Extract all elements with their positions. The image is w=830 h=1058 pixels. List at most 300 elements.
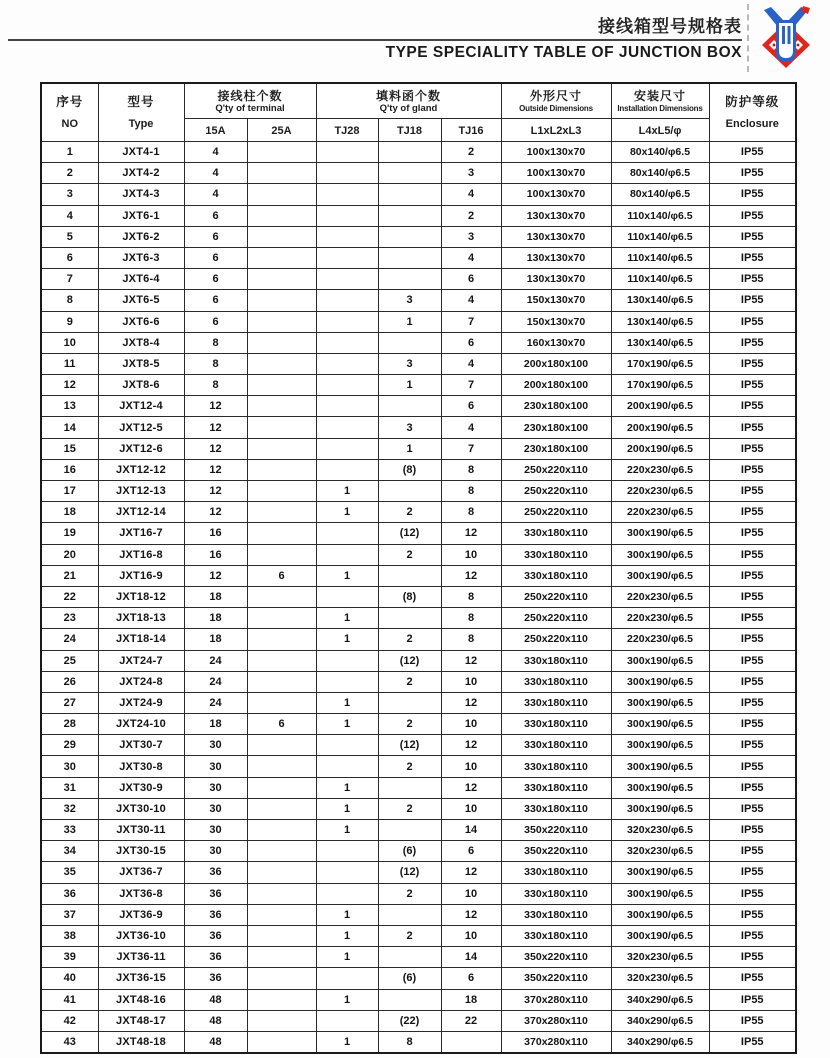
cell-15a: 48 <box>184 1010 247 1031</box>
table-row <box>41 692 796 713</box>
table-row <box>41 502 796 523</box>
cell-15a: 12 <box>184 396 247 417</box>
cell-15a: 36 <box>184 862 247 883</box>
cell-outside: 370x280x110 <box>501 1031 611 1052</box>
cell-tj28: 1 <box>316 904 378 925</box>
cell-25a <box>247 163 316 184</box>
cell-type: JXT30-15 <box>98 841 184 862</box>
cell-tj28 <box>316 586 378 607</box>
cell-no: 21 <box>41 565 98 586</box>
cell-outside: 250x220x110 <box>501 586 611 607</box>
cell-no: 20 <box>41 544 98 565</box>
header-l1l2l3: L1xL2xL3 <box>501 119 611 142</box>
cell-enclosure: IP55 <box>709 608 796 629</box>
cell-15a: 36 <box>184 925 247 946</box>
table-row <box>41 544 796 565</box>
cell-no: 8 <box>41 290 98 311</box>
cell-tj28 <box>316 417 378 438</box>
cell-25a <box>247 311 316 332</box>
cell-install: 80x140/φ6.5 <box>611 184 709 205</box>
cell-tj28 <box>316 523 378 544</box>
cell-no: 24 <box>41 629 98 650</box>
cell-outside: 250x220x110 <box>501 608 611 629</box>
cell-install: 110x140/φ6.5 <box>611 205 709 226</box>
cell-tj18 <box>378 904 441 925</box>
cell-install: 130x140/φ6.5 <box>611 311 709 332</box>
masthead <box>0 0 830 80</box>
cell-outside: 330x180x110 <box>501 862 611 883</box>
cell-15a: 4 <box>184 184 247 205</box>
cell-type: JXT48-17 <box>98 1010 184 1031</box>
cell-tj18: 3 <box>378 417 441 438</box>
cell-tj28: 1 <box>316 947 378 968</box>
cell-tj16: 10 <box>441 798 501 819</box>
cell-15a: 6 <box>184 247 247 268</box>
table-row <box>41 862 796 883</box>
cell-type: JXT36-8 <box>98 883 184 904</box>
table-row <box>41 459 796 480</box>
cell-tj18: (12) <box>378 735 441 756</box>
header-25a: 25A <box>247 119 316 142</box>
cell-tj18: 2 <box>378 629 441 650</box>
cell-install: 300x190/φ6.5 <box>611 925 709 946</box>
cell-enclosure: IP55 <box>709 756 796 777</box>
cell-15a: 6 <box>184 290 247 311</box>
cell-no: 29 <box>41 735 98 756</box>
cell-tj28: 1 <box>316 798 378 819</box>
cell-tj18: (12) <box>378 523 441 544</box>
cell-25a <box>247 735 316 756</box>
cell-tj18: (8) <box>378 586 441 607</box>
cell-15a: 12 <box>184 459 247 480</box>
cell-tj16: 4 <box>441 247 501 268</box>
cell-enclosure: IP55 <box>709 989 796 1010</box>
table-row <box>41 184 796 205</box>
cell-install: 300x190/φ6.5 <box>611 735 709 756</box>
cell-tj28 <box>316 353 378 374</box>
table-row <box>41 671 796 692</box>
cell-outside: 330x180x110 <box>501 925 611 946</box>
table-row <box>41 777 796 798</box>
cell-tj16: 12 <box>441 565 501 586</box>
cell-tj18 <box>378 396 441 417</box>
cell-type: JXT24-9 <box>98 692 184 713</box>
cell-enclosure: IP55 <box>709 481 796 502</box>
cell-type: JXT30-9 <box>98 777 184 798</box>
cell-15a: 4 <box>184 142 247 163</box>
cell-install: 300x190/φ6.5 <box>611 714 709 735</box>
cell-tj16: 10 <box>441 544 501 565</box>
cell-tj28 <box>316 968 378 989</box>
cell-type: JXT4-1 <box>98 142 184 163</box>
cell-15a: 8 <box>184 375 247 396</box>
cell-outside: 330x180x110 <box>501 523 611 544</box>
cell-enclosure: IP55 <box>709 883 796 904</box>
header-15a: 15A <box>184 119 247 142</box>
cell-tj16: 8 <box>441 502 501 523</box>
cell-no: 33 <box>41 820 98 841</box>
cell-enclosure: IP55 <box>709 565 796 586</box>
cell-type: JXT24-7 <box>98 650 184 671</box>
cell-type: JXT16-9 <box>98 565 184 586</box>
table-row <box>41 226 796 247</box>
cell-tj28 <box>316 226 378 247</box>
cell-25a <box>247 989 316 1010</box>
cell-enclosure: IP55 <box>709 841 796 862</box>
cell-type: JXT6-5 <box>98 290 184 311</box>
table-row <box>41 332 796 353</box>
cell-25a: 6 <box>247 714 316 735</box>
table-row <box>41 396 796 417</box>
cell-15a: 12 <box>184 438 247 459</box>
cell-15a: 30 <box>184 756 247 777</box>
cell-enclosure: IP55 <box>709 947 796 968</box>
cell-install: 110x140/φ6.5 <box>611 226 709 247</box>
cell-no: 17 <box>41 481 98 502</box>
cell-tj16: 12 <box>441 862 501 883</box>
table-row <box>41 523 796 544</box>
cell-type: JXT16-7 <box>98 523 184 544</box>
cell-25a <box>247 269 316 290</box>
cell-25a <box>247 798 316 819</box>
cell-outside: 130x130x70 <box>501 205 611 226</box>
cell-tj28 <box>316 396 378 417</box>
cell-15a: 18 <box>184 608 247 629</box>
cell-outside: 230x180x100 <box>501 438 611 459</box>
cell-tj28: 1 <box>316 777 378 798</box>
cell-25a <box>247 883 316 904</box>
cell-no: 38 <box>41 925 98 946</box>
cell-type: JXT6-4 <box>98 269 184 290</box>
cell-no: 6 <box>41 247 98 268</box>
cell-install: 300x190/φ6.5 <box>611 565 709 586</box>
cell-install: 170x190/φ6.5 <box>611 375 709 396</box>
cell-type: JXT12-14 <box>98 502 184 523</box>
cell-enclosure: IP55 <box>709 925 796 946</box>
cell-25a <box>247 904 316 925</box>
cell-enclosure: IP55 <box>709 862 796 883</box>
cell-tj18: 8 <box>378 1031 441 1052</box>
cell-25a <box>247 777 316 798</box>
cell-install: 300x190/φ6.5 <box>611 544 709 565</box>
cell-no: 36 <box>41 883 98 904</box>
cell-tj16: 4 <box>441 290 501 311</box>
cell-25a <box>247 947 316 968</box>
title-divider <box>8 39 742 41</box>
table-row <box>41 1031 796 1052</box>
cell-type: JXT8-5 <box>98 353 184 374</box>
cell-tj16: 10 <box>441 756 501 777</box>
cell-tj28 <box>316 862 378 883</box>
cell-15a: 30 <box>184 735 247 756</box>
cell-enclosure: IP55 <box>709 586 796 607</box>
table-row <box>41 438 796 459</box>
cell-type: JXT4-2 <box>98 163 184 184</box>
cell-install: 80x140/φ6.5 <box>611 142 709 163</box>
cell-type: JXT18-14 <box>98 629 184 650</box>
table-row <box>41 756 796 777</box>
cell-install: 130x140/φ6.5 <box>611 290 709 311</box>
cell-no: 27 <box>41 692 98 713</box>
cell-tj18: (6) <box>378 968 441 989</box>
cell-25a <box>247 142 316 163</box>
cell-tj18: 1 <box>378 375 441 396</box>
cell-tj16: 22 <box>441 1010 501 1031</box>
cell-install: 300x190/φ6.5 <box>611 883 709 904</box>
cell-outside: 330x180x110 <box>501 777 611 798</box>
cell-tj16: 10 <box>441 883 501 904</box>
cell-type: JXT8-6 <box>98 375 184 396</box>
cell-enclosure: IP55 <box>709 226 796 247</box>
cell-15a: 24 <box>184 650 247 671</box>
cell-install: 200x190/φ6.5 <box>611 396 709 417</box>
table-row <box>41 650 796 671</box>
cell-15a: 6 <box>184 311 247 332</box>
table-row <box>41 629 796 650</box>
cell-tj18 <box>378 777 441 798</box>
cell-15a: 30 <box>184 841 247 862</box>
cell-enclosure: IP55 <box>709 777 796 798</box>
cell-type: JXT4-3 <box>98 184 184 205</box>
cell-no: 7 <box>41 269 98 290</box>
table-row <box>41 417 796 438</box>
cell-tj28: 1 <box>316 714 378 735</box>
cell-tj16: 6 <box>441 332 501 353</box>
cell-25a <box>247 523 316 544</box>
cell-enclosure: IP55 <box>709 375 796 396</box>
cell-no: 13 <box>41 396 98 417</box>
cell-no: 18 <box>41 502 98 523</box>
cell-tj18: (8) <box>378 459 441 480</box>
cell-tj16: 10 <box>441 671 501 692</box>
cell-15a: 16 <box>184 544 247 565</box>
cell-tj28 <box>316 841 378 862</box>
cell-outside: 370x280x110 <box>501 989 611 1010</box>
cell-tj28: 1 <box>316 1031 378 1052</box>
cell-enclosure: IP55 <box>709 163 796 184</box>
cell-install: 320x230/φ6.5 <box>611 968 709 989</box>
header-gland-group: 填料函个数 Q'ty of gland <box>316 83 501 119</box>
cell-25a <box>247 396 316 417</box>
cell-no: 1 <box>41 142 98 163</box>
table-header <box>41 83 796 142</box>
cell-tj16: 8 <box>441 629 501 650</box>
cell-install: 300x190/φ6.5 <box>611 862 709 883</box>
cell-25a <box>247 820 316 841</box>
cell-tj16: 14 <box>441 820 501 841</box>
cell-15a: 48 <box>184 1031 247 1052</box>
cell-type: JXT36-15 <box>98 968 184 989</box>
cell-enclosure: IP55 <box>709 290 796 311</box>
cell-tj16: 8 <box>441 608 501 629</box>
cell-tj28 <box>316 332 378 353</box>
cell-no: 35 <box>41 862 98 883</box>
table-row <box>41 608 796 629</box>
table-row <box>41 947 796 968</box>
diamond-y-logo-icon <box>754 6 818 72</box>
cell-15a: 12 <box>184 417 247 438</box>
cell-tj18 <box>378 163 441 184</box>
cell-no: 23 <box>41 608 98 629</box>
cell-tj16: 10 <box>441 925 501 946</box>
cell-25a <box>247 417 316 438</box>
cell-install: 220x230/φ6.5 <box>611 502 709 523</box>
cell-enclosure: IP55 <box>709 1031 796 1052</box>
cell-outside: 370x280x110 <box>501 1010 611 1031</box>
cell-no: 28 <box>41 714 98 735</box>
cell-tj18: 1 <box>378 438 441 459</box>
cell-outside: 250x220x110 <box>501 459 611 480</box>
cell-enclosure: IP55 <box>709 502 796 523</box>
cell-15a: 8 <box>184 332 247 353</box>
cell-tj28: 1 <box>316 820 378 841</box>
cell-outside: 350x220x110 <box>501 968 611 989</box>
cell-tj28: 1 <box>316 481 378 502</box>
header-type: 型号 Type <box>98 83 184 142</box>
cell-tj18: (12) <box>378 862 441 883</box>
cell-25a: 6 <box>247 565 316 586</box>
cell-25a <box>247 544 316 565</box>
cell-25a <box>247 586 316 607</box>
cell-outside: 330x180x110 <box>501 544 611 565</box>
cell-15a: 30 <box>184 777 247 798</box>
cell-tj16: 7 <box>441 438 501 459</box>
cell-tj28 <box>316 375 378 396</box>
cell-outside: 330x180x110 <box>501 798 611 819</box>
cell-enclosure: IP55 <box>709 544 796 565</box>
cell-type: JXT30-11 <box>98 820 184 841</box>
cell-type: JXT24-8 <box>98 671 184 692</box>
cell-install: 220x230/φ6.5 <box>611 481 709 502</box>
cell-tj28 <box>316 247 378 268</box>
cell-outside: 130x130x70 <box>501 247 611 268</box>
cell-install: 220x230/φ6.5 <box>611 586 709 607</box>
cell-tj18 <box>378 565 441 586</box>
table-row <box>41 353 796 374</box>
cell-type: JXT12-5 <box>98 417 184 438</box>
cell-25a <box>247 841 316 862</box>
cell-enclosure: IP55 <box>709 650 796 671</box>
cell-outside: 350x220x110 <box>501 820 611 841</box>
cell-tj16: 14 <box>441 947 501 968</box>
cell-type: JXT8-4 <box>98 332 184 353</box>
header-l4l5: L4xL5/φ <box>611 119 709 142</box>
cell-enclosure: IP55 <box>709 247 796 268</box>
cell-tj18: 2 <box>378 798 441 819</box>
cell-tj18: 1 <box>378 311 441 332</box>
cell-tj28: 1 <box>316 925 378 946</box>
cell-outside: 250x220x110 <box>501 481 611 502</box>
cell-tj18 <box>378 205 441 226</box>
cell-25a <box>247 608 316 629</box>
cell-tj28 <box>316 756 378 777</box>
cell-tj28 <box>316 311 378 332</box>
cell-no: 30 <box>41 756 98 777</box>
cell-type: JXT16-8 <box>98 544 184 565</box>
cell-15a: 18 <box>184 586 247 607</box>
cell-outside: 100x130x70 <box>501 184 611 205</box>
cell-tj16: 18 <box>441 989 501 1010</box>
table-row <box>41 375 796 396</box>
cell-15a: 18 <box>184 629 247 650</box>
cell-tj28 <box>316 142 378 163</box>
cell-tj28 <box>316 290 378 311</box>
cell-tj18 <box>378 608 441 629</box>
cell-no: 39 <box>41 947 98 968</box>
cell-type: JXT18-13 <box>98 608 184 629</box>
cell-25a <box>247 692 316 713</box>
cell-tj16: 7 <box>441 311 501 332</box>
cell-tj28 <box>316 650 378 671</box>
cell-install: 300x190/φ6.5 <box>611 650 709 671</box>
cell-tj16 <box>441 1031 501 1052</box>
cell-tj18 <box>378 142 441 163</box>
cell-tj28 <box>316 205 378 226</box>
cell-type: JXT12-13 <box>98 481 184 502</box>
cell-tj28: 1 <box>316 565 378 586</box>
cell-tj16: 8 <box>441 459 501 480</box>
cell-tj18 <box>378 947 441 968</box>
cell-outside: 250x220x110 <box>501 502 611 523</box>
cell-enclosure: IP55 <box>709 459 796 480</box>
cell-install: 320x230/φ6.5 <box>611 947 709 968</box>
cell-15a: 4 <box>184 163 247 184</box>
cell-tj28: 1 <box>316 692 378 713</box>
cell-type: JXT30-8 <box>98 756 184 777</box>
cell-tj18: 2 <box>378 544 441 565</box>
cell-outside: 330x180x110 <box>501 756 611 777</box>
cell-tj18 <box>378 269 441 290</box>
cell-no: 22 <box>41 586 98 607</box>
cell-15a: 36 <box>184 968 247 989</box>
cell-tj28 <box>316 459 378 480</box>
cell-25a <box>247 375 316 396</box>
cell-15a: 36 <box>184 904 247 925</box>
cell-enclosure: IP55 <box>709 353 796 374</box>
cell-25a <box>247 247 316 268</box>
cell-type: JXT6-2 <box>98 226 184 247</box>
cell-enclosure: IP55 <box>709 523 796 544</box>
cell-enclosure: IP55 <box>709 269 796 290</box>
cell-25a <box>247 502 316 523</box>
cell-type: JXT36-10 <box>98 925 184 946</box>
cell-install: 340x290/φ6.5 <box>611 1031 709 1052</box>
cell-install: 130x140/φ6.5 <box>611 332 709 353</box>
cell-tj18: (22) <box>378 1010 441 1031</box>
cell-type: JXT12-4 <box>98 396 184 417</box>
cell-no: 4 <box>41 205 98 226</box>
cell-type: JXT12-6 <box>98 438 184 459</box>
cell-install: 300x190/φ6.5 <box>611 798 709 819</box>
table-row <box>41 269 796 290</box>
cell-type: JXT48-18 <box>98 1031 184 1052</box>
cell-outside: 230x180x100 <box>501 417 611 438</box>
cell-type: JXT6-3 <box>98 247 184 268</box>
cell-outside: 330x180x110 <box>501 904 611 925</box>
cell-enclosure: IP55 <box>709 396 796 417</box>
cell-15a: 12 <box>184 481 247 502</box>
cell-outside: 330x180x110 <box>501 650 611 671</box>
cell-no: 26 <box>41 671 98 692</box>
cell-tj28 <box>316 883 378 904</box>
cell-25a <box>247 925 316 946</box>
cell-tj18 <box>378 247 441 268</box>
cell-no: 42 <box>41 1010 98 1031</box>
cell-tj18 <box>378 820 441 841</box>
cell-15a: 30 <box>184 820 247 841</box>
table-row <box>41 481 796 502</box>
cell-no: 16 <box>41 459 98 480</box>
